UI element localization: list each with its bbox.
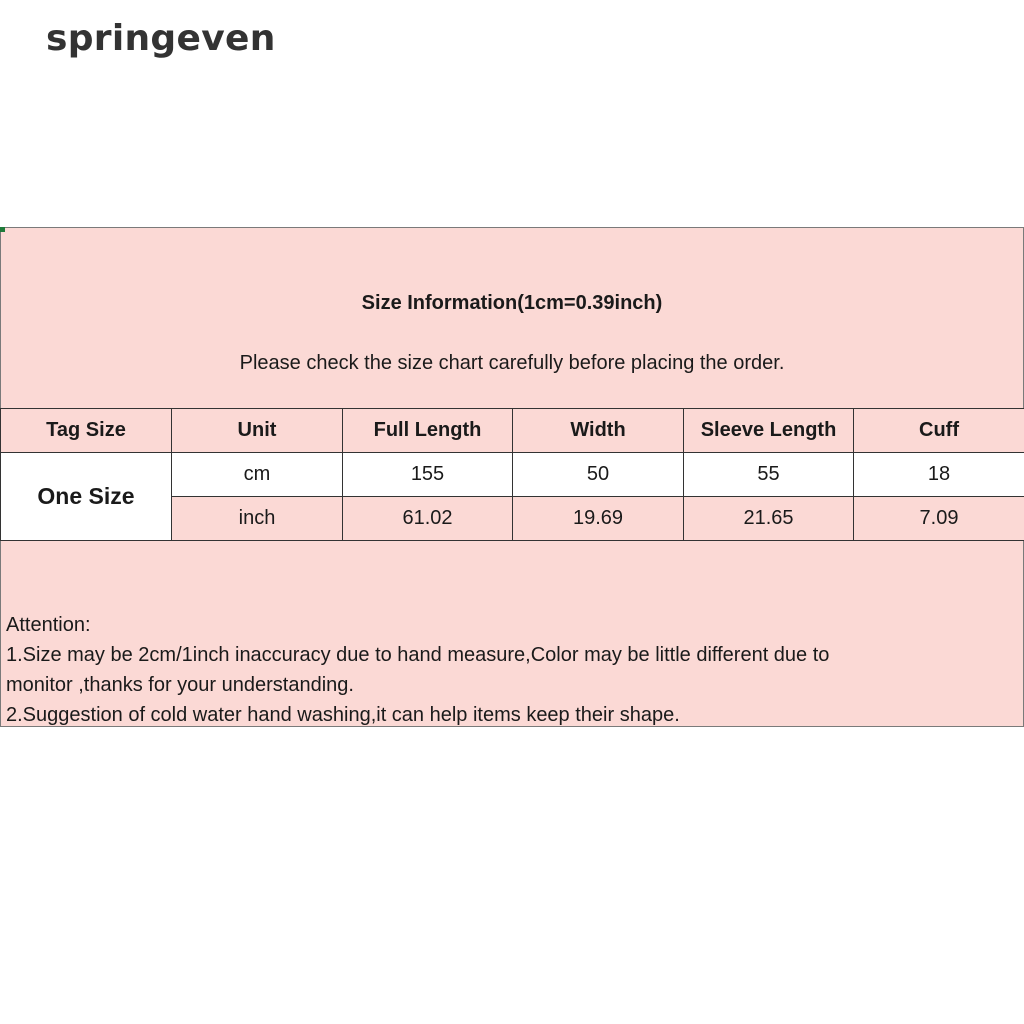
cuff-cell: 18 [854, 453, 1024, 497]
header-full-length: Full Length [343, 409, 513, 453]
size-chart-subtitle: Please check the size chart carefully before placing the order. [239, 352, 785, 374]
header-width: Width [513, 409, 684, 453]
width-cell: 50 [513, 453, 684, 497]
header-tag-size: Tag Size [1, 409, 172, 453]
sleeve-length-cell: 21.65 [684, 497, 854, 541]
size-chart-title: Size Information(1cm=0.39inch) [361, 292, 663, 314]
attention-heading: Attention: [6, 614, 91, 636]
attention-line-2: monitor ,thanks for your understanding. [6, 674, 354, 696]
full-length-cell: 61.02 [343, 497, 513, 541]
attention-line-3: 2.Suggestion of cold water hand washing,it can help items keep their shape. [6, 704, 680, 726]
brand-logo: springeven [46, 18, 276, 59]
size-chart-sheet [0, 227, 1024, 727]
table-row-cm [1, 453, 1024, 497]
tag-size-cell: One Size [1, 453, 172, 541]
sleeve-length-cell: 55 [684, 453, 854, 497]
width-cell: 19.69 [513, 497, 684, 541]
unit-cell: cm [172, 453, 343, 497]
header-unit: Unit [172, 409, 343, 453]
attention-notes [6, 610, 1016, 730]
size-table [0, 408, 1024, 541]
header-sleeve-length: Sleeve Length [684, 409, 854, 453]
cell-corner-marker [0, 227, 5, 232]
unit-cell: inch [172, 497, 343, 541]
table-header-row [1, 409, 1024, 453]
cuff-cell: 7.09 [854, 497, 1024, 541]
full-length-cell: 155 [343, 453, 513, 497]
header-cuff: Cuff [854, 409, 1024, 453]
attention-line-1: 1.Size may be 2cm/1inch inaccuracy due to hand measure,Color may be little different due to [6, 644, 830, 666]
